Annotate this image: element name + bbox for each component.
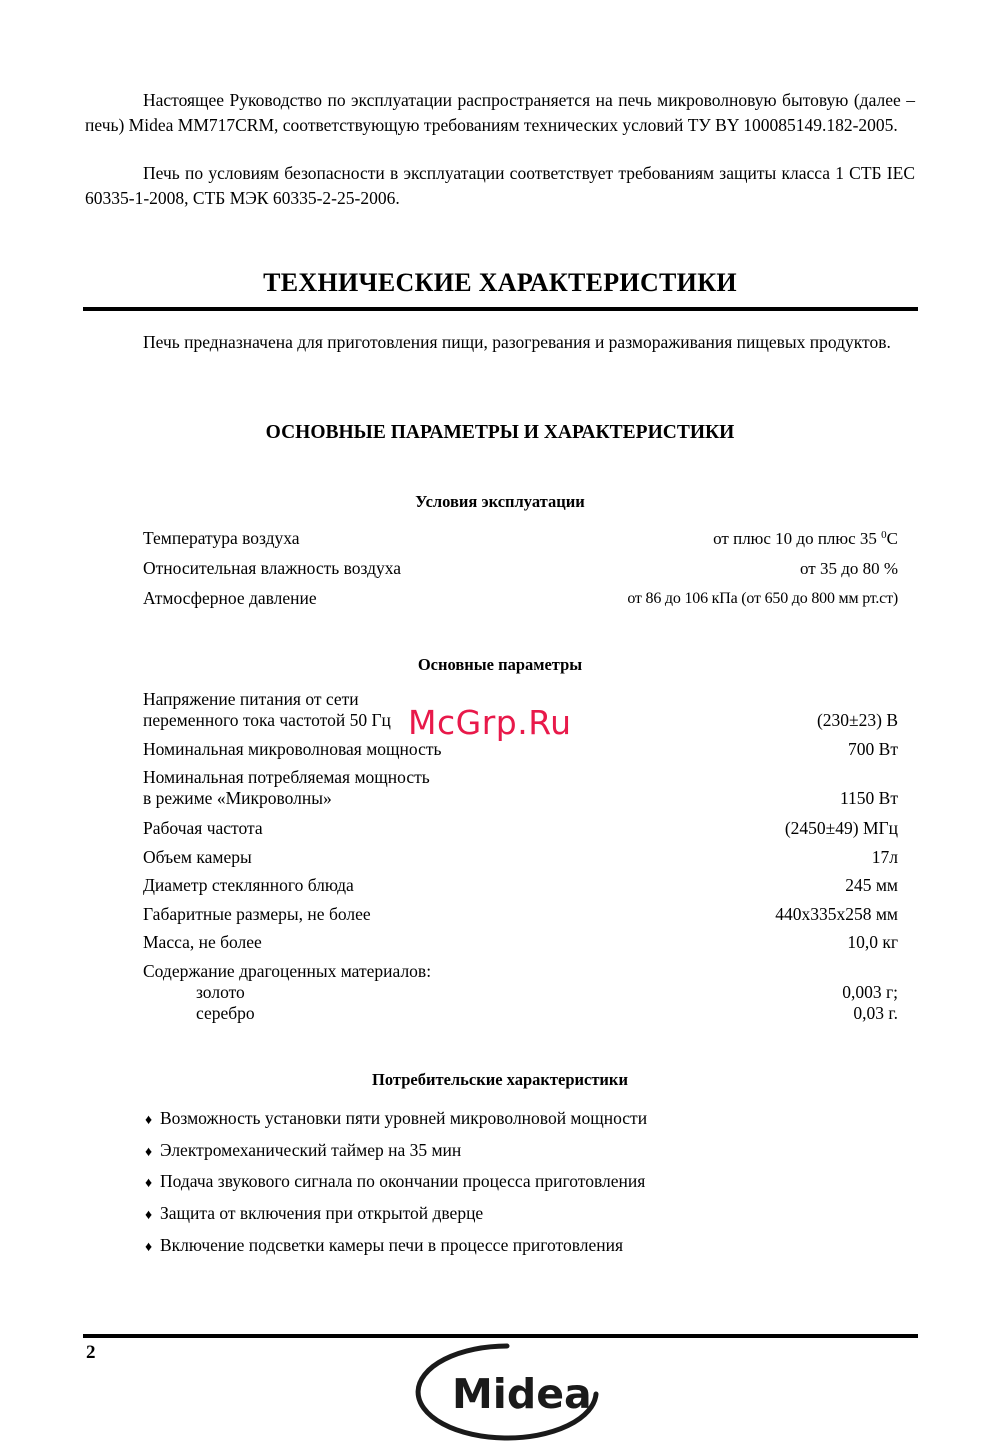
silver-label: серебро: [196, 1003, 255, 1023]
logo-text: Midea: [452, 1370, 592, 1418]
param-label: Номинальная потребляемая мощность в режиме «Микроволны»: [143, 767, 430, 808]
main-title: ОСНОВНЫЕ ПАРАМЕТРЫ И ХАРАКТЕРИСТИКИ: [265, 422, 735, 443]
diamond-bullet-icon: ♦: [145, 1208, 153, 1223]
param-value: 10,0 кг: [847, 932, 898, 952]
feature-item: ♦ Возможность установки пяти уровней микроволновой мощности: [145, 1107, 647, 1132]
condition-label: Относительная влажность воздуха: [143, 558, 402, 578]
param-row: [143, 818, 898, 839]
param-value: (230±23) В: [816, 710, 898, 730]
purpose-paragraph: Печь предназначена для приготовления пищи, разогревания и размораживания пищевых продуктов.: [143, 332, 891, 352]
diamond-bullet-icon: ♦: [145, 1176, 153, 1191]
intro-paragraph-2: Печь по условиям безопасности в эксплуатации соответствует требованиям защиты класса 1 СТБ IEC 60335-1-2008, СТБ МЭК 60335-2-25-2006.: [85, 163, 915, 208]
param-label: Масса, не более: [143, 932, 262, 952]
watermark: McGrp.Ru: [408, 703, 572, 742]
param-value: 245 мм: [845, 875, 898, 895]
param-label: Диаметр стеклянного блюда: [143, 875, 354, 895]
param-row: [143, 875, 898, 896]
param-row: [143, 847, 898, 868]
param-label: Объем камеры: [143, 847, 252, 867]
param-value: 1150 Вт: [839, 788, 898, 808]
precious-heading: [143, 961, 898, 982]
param-value: 700 Вт: [848, 739, 898, 759]
diamond-bullet-icon: ♦: [145, 1113, 153, 1128]
consumer-title: Потребительские характеристики: [372, 1070, 628, 1089]
condition-label: Температура воздуха: [143, 528, 300, 548]
tech-title: ТЕХНИЧЕСКИЕ ХАРАКТЕРИСТИКИ: [263, 268, 737, 297]
condition-label: Атмосферное давление: [143, 588, 317, 608]
param-row: [143, 739, 898, 760]
param-label: Номинальная микроволновая мощность: [143, 739, 442, 759]
param-row: [143, 932, 898, 953]
param-value: (2450±49) МГц: [784, 818, 898, 838]
precious-label: Содержание драгоценных материалов:: [143, 961, 432, 981]
silver-value: 0,03 г.: [853, 1003, 898, 1023]
feature-item: ♦ Подача звукового сигнала по окончании процесса приготовления: [145, 1170, 645, 1195]
diamond-bullet-icon: ♦: [145, 1240, 153, 1255]
feature-item: ♦ Защита от включения при открытой дверце: [145, 1202, 483, 1227]
precious-row-silver: [143, 1003, 898, 1024]
midea-logo: [412, 1342, 602, 1442]
precious-row-gold: [143, 982, 898, 1003]
gold-label: золото: [196, 982, 245, 1002]
param-value: 440x335x258 мм: [775, 904, 898, 924]
feature-item: ♦ Электромеханический таймер на 35 мин: [145, 1139, 461, 1164]
condition-row: [143, 588, 898, 609]
param-label: Габаритные размеры, не более: [143, 904, 371, 924]
condition-value: от 86 до 106 кПа (от 650 до 800 мм рт.ст): [627, 590, 898, 607]
feature-item: ♦ Включение подсветки камеры печи в процессе приготовления: [145, 1234, 623, 1259]
params-title: Основные параметры: [417, 655, 583, 674]
param-row: [143, 904, 898, 925]
param-label: Рабочая частота: [143, 818, 263, 838]
diamond-bullet-icon: ♦: [145, 1145, 153, 1160]
conditions-title: Условия эксплуатации: [415, 492, 585, 511]
condition-value: от плюс 10 до плюс 35 $^0$С: [713, 529, 898, 548]
footer-rule: [83, 1334, 918, 1338]
condition-row: [143, 528, 898, 549]
title-rule: [83, 307, 918, 311]
param-row: [143, 767, 898, 809]
condition-value: от 35 до 80 %: [799, 559, 898, 578]
param-value: 17л: [871, 847, 898, 867]
intro-paragraph-1: Настоящее Руководство по эксплуатации распространяется на печь микроволновую бытовую (далее – печь) Midea MM717CRM, соответствующую требованиям технических условий ТУ BY 100085149.182-2005.: [85, 90, 915, 135]
condition-row: [143, 558, 898, 579]
page-number: 2: [86, 1342, 96, 1363]
param-label: Напряжение питания от сети переменного тока частотой 50 Гц: [143, 689, 391, 730]
gold-value: 0,003 г;: [842, 982, 898, 1002]
